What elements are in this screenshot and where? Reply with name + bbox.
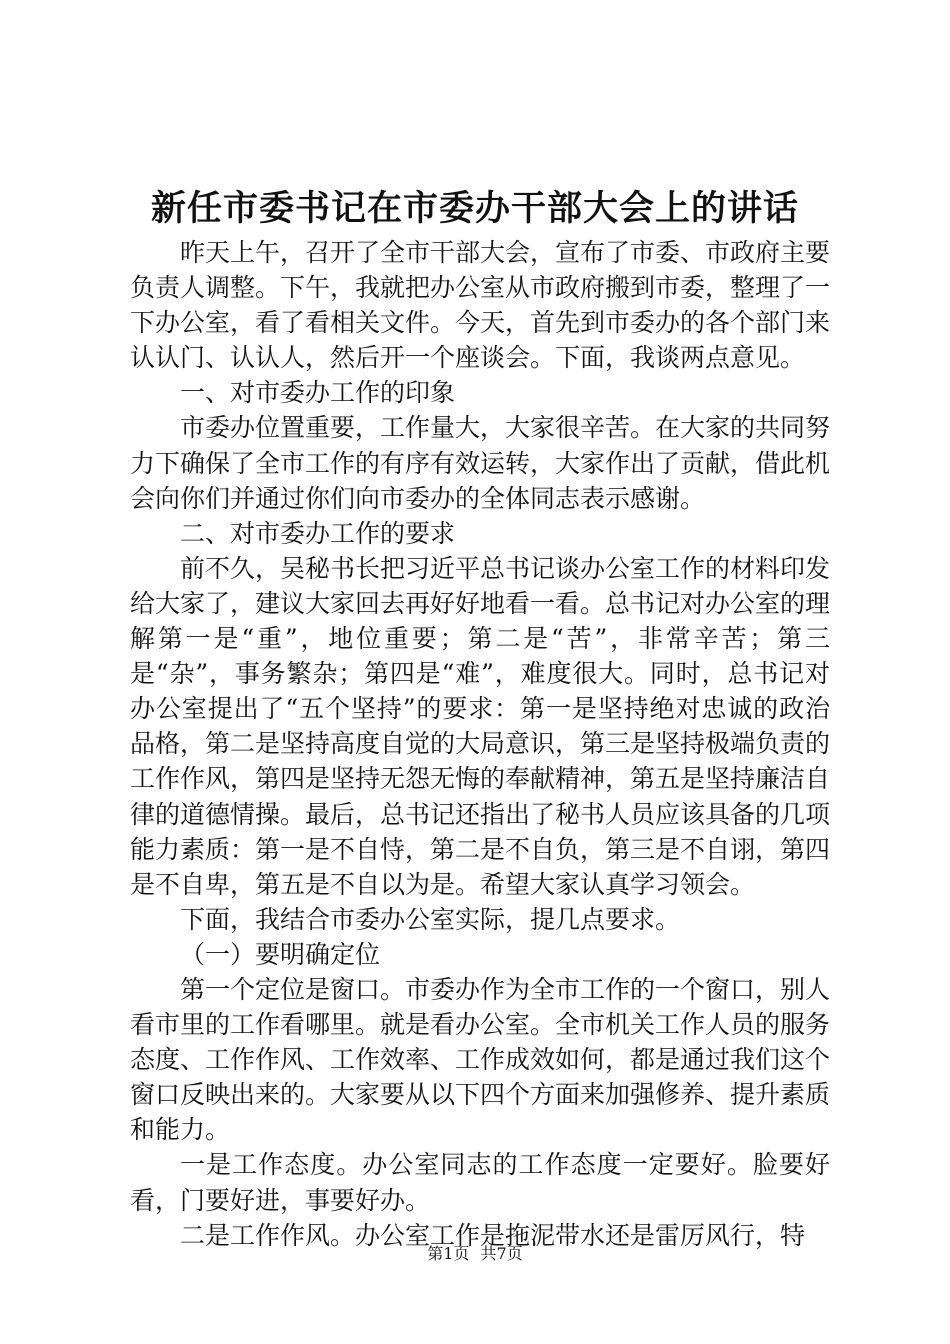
document-body [130,235,830,1253]
paragraph-transition: 下面，我结合市委办公室实际，提几点要求。 [180,904,681,934]
paragraph-requirements: 前不久，吴秘书长把习近平总书记谈办公室工作的材料印发给大家了，建议大家回去再好好地看一看。总书记对办公室的理解第一是“重”，地位重要；第二是“苦”，非常辛苦；第三是“杂”，事务繁杂；第四是“难”，难度很大。同时，总书记对办公室提出了“五个坚持”的要求：第一是坚持绝对忠诚的政治品格，第二是坚持高度自觉的大局意识，第三是坚持极端负责的工作作风，第四是坚持无怨无悔的奉献精神，第五是坚持廉洁自律的道德情操。最后，总书记还指出了秘书人员应该具备的几项能力素质：第一是不自恃，第二是不自负，第三是不自诩，第四是不自卑，第五是不自以为是。希望大家认真学习领会。 [130,553,831,899]
paragraph-positioning-window: 第一个定位是窗口。市委办作为全市工作的一个窗口，别人看市里的工作看哪里。就是看办公室。全市机关工作人员的服务态度、工作作风、工作效率、工作成效如何，都是通过我们这个窗口反映出来的。大家要从以下四个方面来加强修养、提升素质和能力。 [130,974,831,1145]
paragraph-work-attitude: 一是工作态度。办公室同志的工作态度一定要好。脸要好看，门要好进，事要好办。 [130,1150,830,1215]
document-title: 新任市委书记在市委办干部大会上的讲话 [150,188,799,229]
paragraph-work-style: 二是工作作风。办公室工作是拖泥带水还是雷厉风行，特 [180,1220,806,1250]
section-heading-requirements: 二、对市委办工作的要求 [180,518,456,548]
paragraph-impression: 市委办位置重要，工作量大，大家很辛苦。在大家的共同努力下确保了全市工作的有序有效运转，大家作出了贡献，借此机会向你们并通过你们向市委办的全体同志表示感谢。 [130,413,831,513]
subsection-heading-positioning: （一）要明确定位 [180,939,381,969]
section-heading-impression: 一、对市委办工作的印象 [180,378,456,408]
page-footer: 第1页 共7页 [427,1244,523,1263]
paragraph-intro: 昨天上午，召开了全市干部大会，宣布了市委、市政府主要负责人调整。下午，我就把办公室从市政府搬到市委，整理了一下办公室，看了看相关文件。今天，首先到市委办的各个部门来认认门、认认人，然后开一个座谈会。下面，我谈两点意见。 [130,238,831,373]
